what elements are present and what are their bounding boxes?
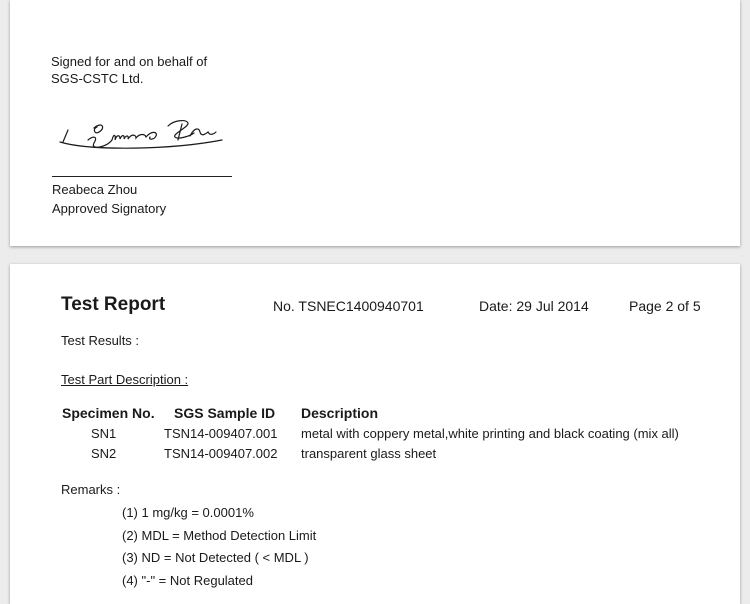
report-number: No. TSNEC1400940701 <box>273 298 424 314</box>
signed-on-behalf-text: Signed for and on behalf of <box>51 54 208 69</box>
table-row-sample-id: TSN14-009407.001 <box>164 426 278 441</box>
description-header: Description <box>301 405 379 421</box>
table-row-sample-id: TSN14-009407.002 <box>164 446 278 461</box>
page-number: Page 2 of 5 <box>629 298 701 314</box>
report-date: Date: 29 Jul 2014 <box>479 298 589 314</box>
report-title: Test Report <box>61 294 166 315</box>
sgs-sample-id-header: SGS Sample ID <box>174 405 276 421</box>
specimen-no-header: Specimen No. <box>62 405 155 421</box>
table-row-specimen: SN2 <box>91 446 117 461</box>
report-page-1 <box>10 0 740 246</box>
table-row-description: transparent glass sheet <box>301 446 437 461</box>
signatory-title: Approved Signatory <box>52 201 167 216</box>
remark-item: (3) ND = Not Detected ( < MDL ) <box>122 550 309 565</box>
remark-item: (1) 1 mg/kg = 0.0001% <box>122 505 254 520</box>
signatory-name: Reabeca Zhou <box>52 182 138 197</box>
remark-item: (2) MDL = Method Detection Limit <box>122 528 317 543</box>
table-row-description: metal with coppery metal,white printing and black coating (mix all) <box>301 426 679 441</box>
handwritten-signature <box>50 104 225 156</box>
signature-line <box>52 176 232 177</box>
remark-item: (4) "-" = Not Regulated <box>122 573 253 588</box>
report-page-2 <box>10 264 740 604</box>
test-part-description-label: Test Part Description : <box>61 372 189 387</box>
company-name: SGS-CSTC Ltd. <box>51 71 144 86</box>
remarks-label: Remarks : <box>61 482 121 497</box>
test-results-label: Test Results : <box>61 333 140 348</box>
table-row-specimen: SN1 <box>91 426 117 441</box>
